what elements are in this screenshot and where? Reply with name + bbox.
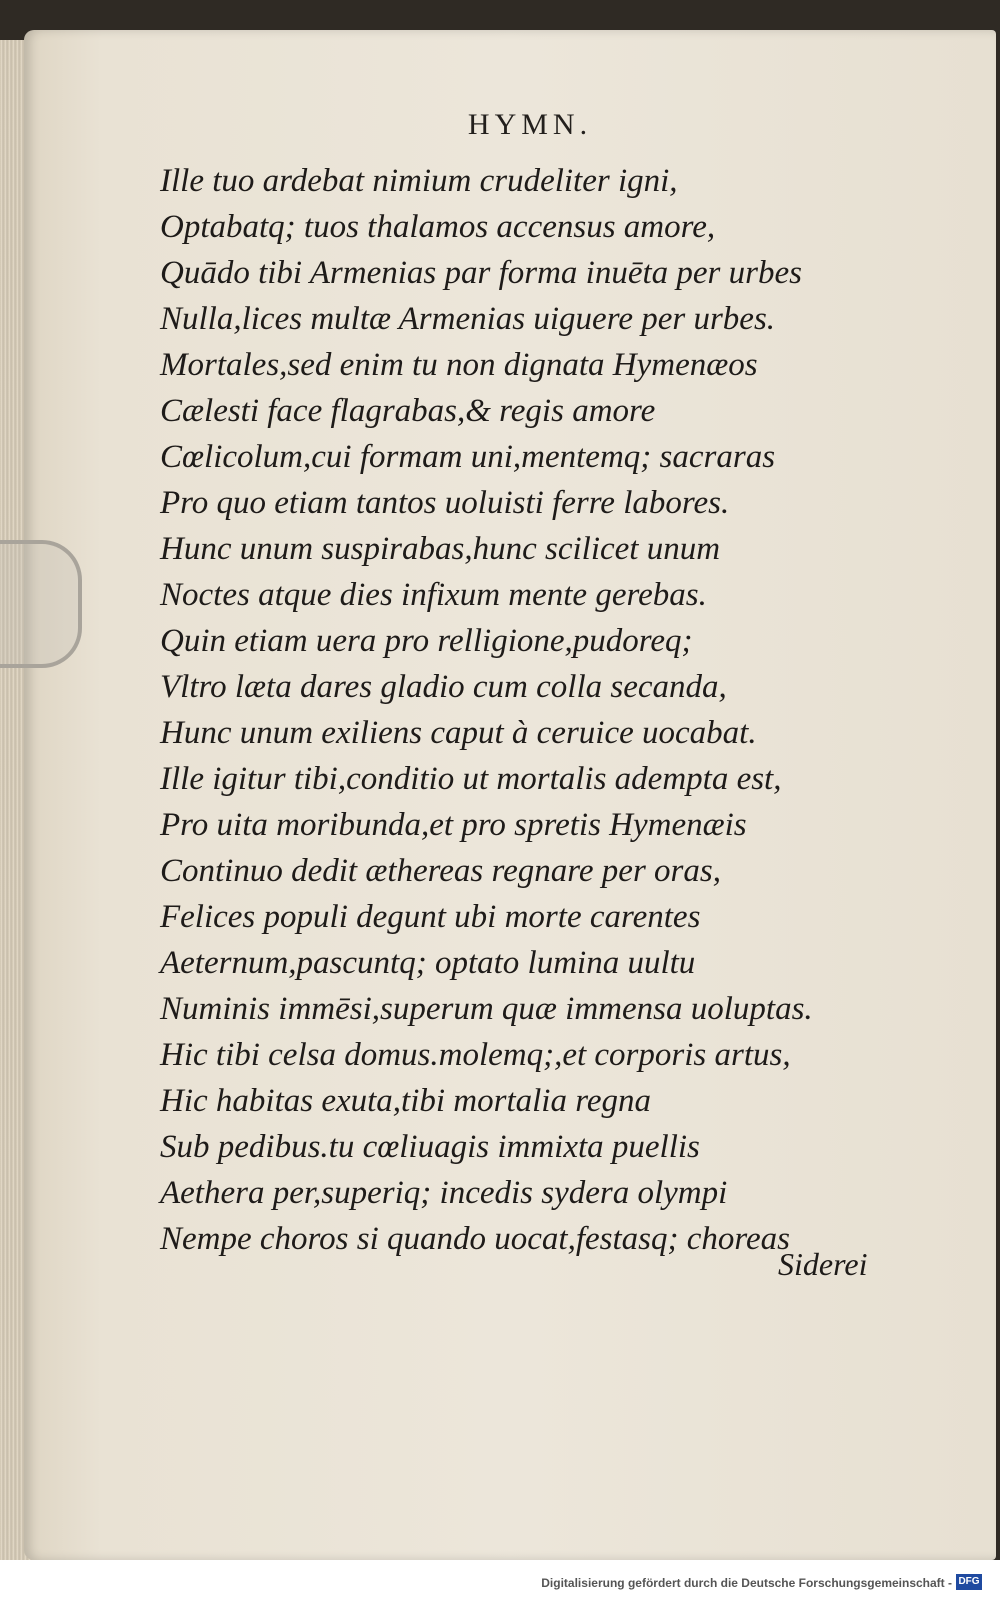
running-head: HYMN. — [467, 108, 593, 141]
verse-line: Quādo tibi Armenias par forma inuēta per urbes — [160, 255, 802, 291]
verse-line: Felices populi degunt ubi morte carentes — [160, 899, 701, 935]
verse-line: Hic tibi celsa domus.molemq;,et corporis artus, — [160, 1037, 791, 1073]
book-clip — [0, 540, 82, 668]
verse-line: Ille igitur tibi,conditio ut mortalis adempta est, — [160, 761, 782, 797]
verse-line: Numinis immēsi,superum quæ immensa uoluptas. — [160, 991, 813, 1027]
verse-line: Pro quo etiam tantos uoluisti ferre labores. — [160, 485, 730, 521]
verse-line: Cœlicolum,cui formam uni,mentemq; sacraras — [160, 439, 776, 475]
verse-line: Ille tuo ardebat nimium crudeliter igni, — [160, 163, 678, 199]
verse-line: Hunc unum exiliens caput à ceruice uocabat. — [160, 715, 757, 751]
verse-line: Cælesti face flagrabas,& regis amore — [160, 393, 656, 429]
verse-line: Noctes atque dies infixum mente gerebas. — [160, 577, 707, 613]
verse-line: Optabatq; tuos thalamos accensus amore, — [160, 209, 716, 245]
verse-line: Pro uita moribunda,et pro spretis Hymenæis — [160, 807, 747, 843]
digitization-credit: Digitalisierung gefördert durch die Deutsche Forschungsgemeinschaft - — [541, 1576, 952, 1590]
verse-line: Mortales,sed enim tu non dignata Hymenæos — [160, 347, 758, 383]
dfg-logo: DFG — [956, 1574, 982, 1590]
verse-line: Quin etiam uera pro relligione,pudoreq; — [160, 623, 693, 659]
verse-line: Continuo dedit æthereas regnare per oras, — [160, 853, 721, 889]
verse-line: Nempe choros si quando uocat,festasq; choreas — [160, 1221, 790, 1257]
verse-line: Nulla,lices multæ Armenias uiguere per urbes. — [160, 301, 776, 337]
verse-line: Aeternum,pascuntq; optato lumina uultu — [160, 945, 696, 981]
verse-line: Aethera per,superiq; incedis sydera olympi — [160, 1175, 728, 1211]
verse-line: Sub pedibus.tu cœliuagis immixta puellis — [160, 1129, 700, 1165]
verse-line: Hic habitas exuta,tibi mortalia regna — [160, 1083, 651, 1119]
verse-line: Hunc unum suspirabas,hunc scilicet unum — [160, 531, 721, 567]
verse-block — [160, 158, 900, 1262]
verse-line: Vltro læta dares gladio cum colla secanda, — [160, 669, 727, 705]
catchword: Siderei — [778, 1246, 868, 1282]
